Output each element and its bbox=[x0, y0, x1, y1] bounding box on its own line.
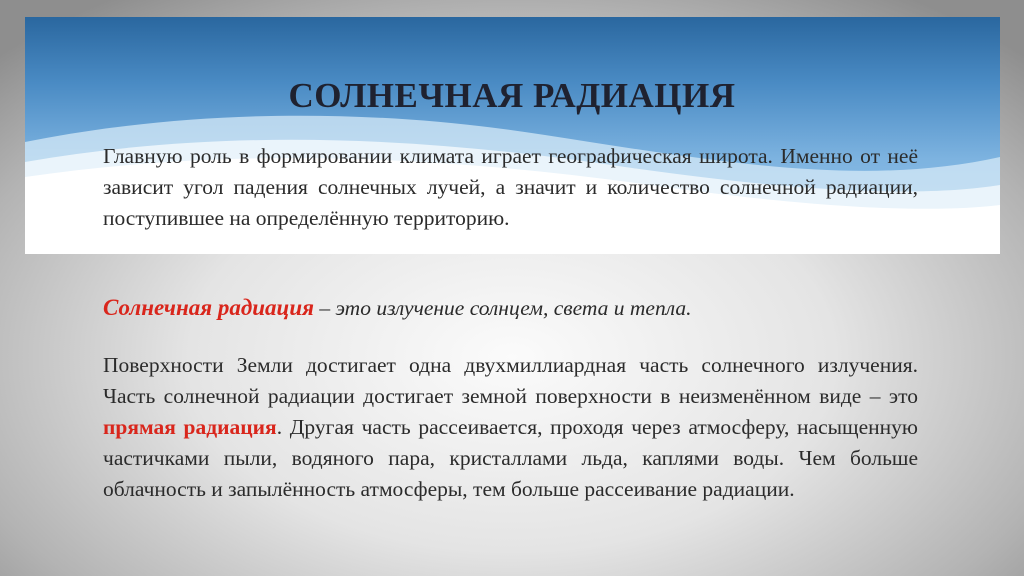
details-text-after: . Другая часть рассеивается, проходя через атмосферу, насыщенную частичками пыли, водяного пара, кристаллами льда, каплями воды. Чем больше облачность и запылённость атмосферы, тем больше рассеивание радиации. bbox=[103, 415, 918, 501]
definition-term: Солнечная радиация bbox=[103, 295, 314, 320]
definition-line bbox=[103, 292, 918, 324]
details-paragraph bbox=[103, 350, 918, 505]
definition-text: – это излучение солнцем, света и тепла. bbox=[313, 296, 692, 320]
slide-title: СОЛНЕЧНАЯ РАДИАЦИЯ bbox=[288, 76, 736, 115]
direct-radiation-highlight: прямая радиация bbox=[103, 415, 277, 439]
intro-paragraph: Главную роль в формировании климата играет географическая широта. Именно от неё зависит угол падения солнечных лучей, а значит и количество солнечной радиации, поступившее на определённую территорию. bbox=[103, 144, 918, 230]
details-text-before: Поверхности Земли достигает одна двухмиллиардная часть солнечного излучения. Часть солнечной радиации достигает земной поверхности в неизменённом виде – это bbox=[103, 353, 918, 408]
